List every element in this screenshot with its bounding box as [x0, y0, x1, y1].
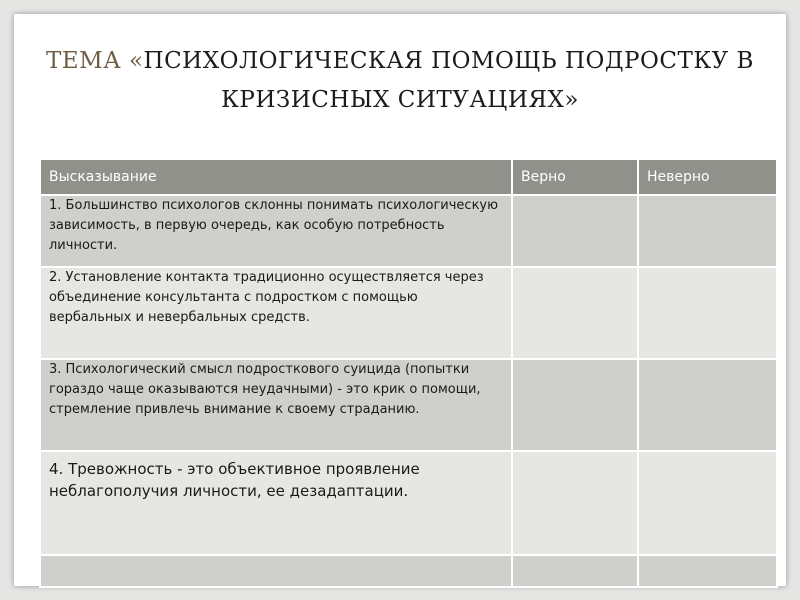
header-statement: Высказывание	[40, 159, 512, 195]
false-cell[interactable]	[638, 359, 777, 451]
false-cell[interactable]	[638, 267, 777, 359]
statement-cell: 1. Большинство психологов склонны понимать психологическую зависимость, в первую очередь, как особую потребность личности.	[40, 195, 512, 267]
true-cell[interactable]	[512, 451, 638, 555]
false-cell[interactable]	[638, 195, 777, 267]
statement-cell	[40, 555, 512, 587]
table-row	[40, 195, 777, 267]
header-true: Верно	[512, 159, 638, 195]
statement-cell: 4. Тревожность - это объективное проявление неблагополучия личности, ее дезадаптации.	[40, 451, 512, 555]
statements-table	[39, 158, 778, 588]
table-row	[40, 267, 777, 359]
false-cell[interactable]	[638, 451, 777, 555]
true-cell[interactable]	[512, 267, 638, 359]
table-header-row	[40, 159, 777, 195]
statement-cell: 3. Психологический смысл подросткового суицида (попытки гораздо чаще оказываются неудачными) - это крик о помощи, стремление привлечь внимание к своему страданию.	[40, 359, 512, 451]
statement-cell: 2. Установление контакта традиционно осуществляется через объединение консультанта с подростком с помощью вербальных и невербальных средств.	[40, 267, 512, 359]
false-cell[interactable]	[638, 555, 777, 587]
title-lead: ТЕМА «	[46, 48, 144, 74]
slide-title	[28, 42, 772, 120]
table-row	[40, 451, 777, 555]
slide	[14, 14, 786, 586]
table-row	[40, 359, 777, 451]
true-cell[interactable]	[512, 359, 638, 451]
title-rest: ПСИХОЛОГИЧЕСКАЯ ПОМОЩЬ ПОДРОСТКУ В КРИЗИСНЫХ СИТУАЦИЯХ»	[143, 48, 754, 113]
table-row	[40, 555, 777, 587]
header-false: Неверно	[638, 159, 777, 195]
true-cell[interactable]	[512, 555, 638, 587]
true-cell[interactable]	[512, 195, 638, 267]
